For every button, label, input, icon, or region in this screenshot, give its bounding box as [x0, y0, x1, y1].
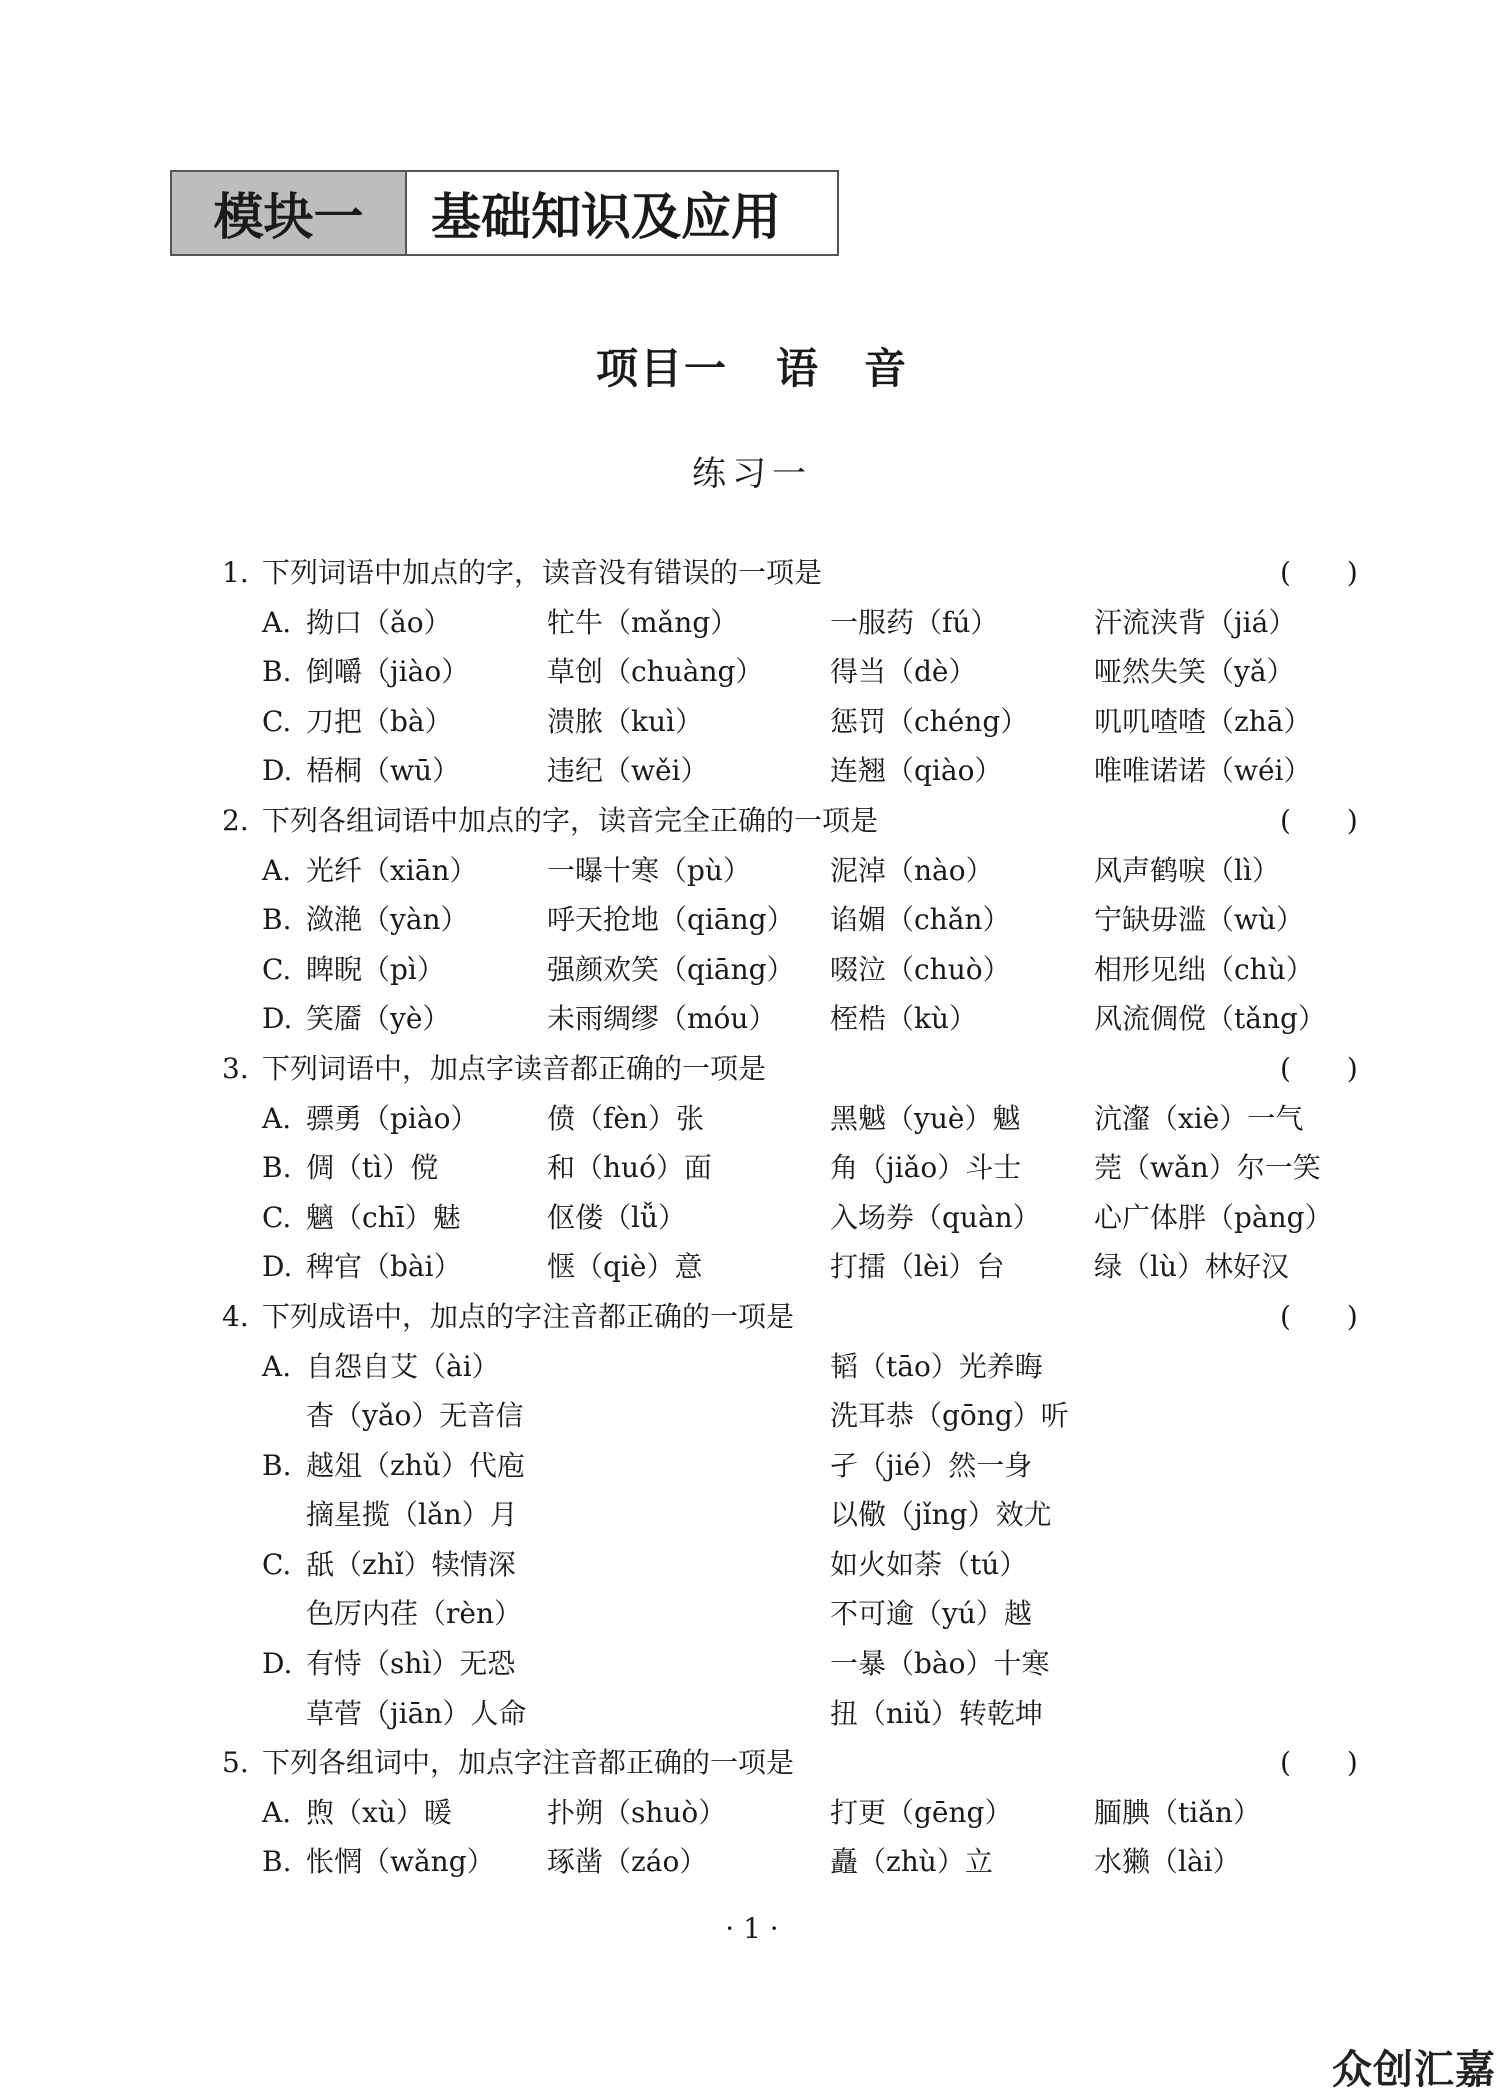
watermark-logo: 众创汇嘉	[1332, 2047, 1496, 2093]
option-item: 以儆（jǐng）效尤	[830, 1498, 1052, 1532]
question-number: 2.	[222, 803, 249, 837]
option-item: 魑（chī）魅	[306, 1200, 461, 1234]
exercise-title: 练习一	[692, 454, 812, 494]
option-row-continued	[222, 1689, 1372, 1739]
question-stem: 下列词语中，加点字读音都正确的一项是	[262, 1051, 767, 1085]
answer-blank: ( )	[1280, 803, 1358, 837]
option-item: 潋滟（yàn）	[306, 903, 469, 937]
option-row	[222, 1639, 1372, 1689]
option-row	[222, 1193, 1372, 1243]
option-item: 未雨绸缪（móu）	[547, 1002, 777, 1036]
option-letter: A.	[262, 853, 292, 887]
option-row	[222, 1094, 1372, 1144]
question-stem: 下列词语中加点的字，读音没有错误的一项是	[262, 556, 823, 589]
option-item: 风声鹤唳（lì）	[1094, 853, 1280, 887]
option-row-continued	[222, 1589, 1372, 1639]
option-row	[222, 1837, 1372, 1887]
option-item: 哑然失笑（yǎ）	[1094, 655, 1295, 689]
option-item: 越俎（zhǔ）代庖	[306, 1448, 525, 1482]
answer-blank: ( )	[1280, 556, 1358, 589]
option-item: 骠勇（piào）	[306, 1101, 479, 1135]
option-item: 腼腆（tiǎn）	[1094, 1795, 1261, 1829]
option-letter: D.	[262, 1250, 293, 1284]
option-row	[222, 994, 1372, 1044]
option-item: 桎梏（kù）	[830, 1002, 978, 1036]
module-header	[170, 170, 839, 256]
option-item: 倒嚼（jiào）	[306, 655, 470, 689]
option-item: 违纪（wěi）	[547, 754, 709, 788]
question-number: 3.	[222, 1051, 249, 1085]
option-letter: C.	[262, 704, 292, 738]
option-item: 草菅（jiān）人命	[306, 1696, 527, 1730]
option-item: 叽叽喳喳（zhā）	[1094, 704, 1312, 738]
option-row	[222, 1143, 1372, 1193]
question-number: 5.	[222, 1746, 249, 1780]
question-number: 4.	[222, 1299, 249, 1333]
module-title: 基础知识及应用	[407, 172, 837, 254]
option-item: 打更（gēng）	[830, 1795, 1013, 1829]
option-item: 草创（chuàng）	[547, 655, 764, 689]
option-letter: C.	[262, 952, 292, 986]
option-row	[222, 945, 1372, 995]
option-item: 拗口（ǎo）	[306, 605, 452, 639]
option-item: 舐（zhǐ）犊情深	[306, 1547, 516, 1581]
option-row-continued	[222, 1490, 1372, 1540]
option-row-continued	[222, 1391, 1372, 1441]
option-item: 琢凿（záo）	[547, 1845, 708, 1879]
answer-blank: ( )	[1280, 1746, 1358, 1780]
option-letter: C.	[262, 1200, 292, 1234]
option-item: 沆瀣（xiè）一气	[1094, 1101, 1304, 1135]
option-letter: A.	[262, 1349, 292, 1383]
option-item: 杳（yǎo）无音信	[306, 1399, 524, 1433]
option-item: 牤牛（mǎng）	[547, 605, 739, 639]
option-item: 心广体胖（pàng）	[1094, 1200, 1333, 1234]
option-item: 扑朔（shuò）	[547, 1795, 727, 1829]
option-item: 角（jiǎo）斗士	[830, 1151, 1022, 1185]
option-item: 和（huó）面	[547, 1151, 712, 1185]
option-item: 一服药（fú）	[830, 605, 999, 639]
option-item: 惩罚（chéng）	[830, 704, 1029, 738]
option-row	[222, 647, 1372, 697]
option-row	[222, 697, 1372, 747]
option-letter: C.	[262, 1547, 292, 1581]
option-item: 不可逾（yú）越	[830, 1597, 1032, 1631]
option-item: 绿（lù）林好汉	[1094, 1250, 1289, 1284]
option-item: 洗耳恭（gōng）听	[830, 1399, 1069, 1433]
option-item: 得当（dè）	[830, 655, 977, 689]
option-item: 伛偻（lǚ）	[547, 1200, 686, 1234]
option-item: 呼天抢地（qiāng）	[547, 903, 795, 937]
option-row	[222, 1342, 1372, 1392]
option-item: 煦（xù）暖	[306, 1795, 452, 1829]
module-label: 模块一	[172, 172, 407, 254]
option-row	[222, 1788, 1372, 1838]
question-number: 1.	[222, 556, 249, 589]
option-letter: B.	[262, 903, 292, 937]
option-item: 唯唯诺诺（wéi）	[1094, 754, 1312, 788]
option-letter: B.	[262, 1151, 292, 1185]
option-letter: B.	[262, 655, 292, 689]
option-letter: A.	[262, 605, 292, 639]
option-row	[222, 598, 1372, 648]
option-item: 强颜欢笑（qiāng）	[547, 952, 795, 986]
option-item: 笑靥（yè）	[306, 1002, 451, 1036]
option-item: 汗流浃背（jiá）	[1094, 605, 1297, 639]
option-item: 有恃（shì）无恐	[306, 1647, 516, 1681]
option-item: 一曝十寒（pù）	[547, 853, 751, 887]
option-item: 莞（wǎn）尔一笑	[1094, 1151, 1321, 1185]
option-row	[222, 1242, 1372, 1292]
option-item: 刀把（bà）	[306, 704, 453, 738]
answer-blank: ( )	[1280, 1299, 1358, 1333]
project-title-part2: 语 音	[776, 344, 909, 393]
question-stem: 下列成语中，加点的字注音都正确的一项是	[262, 1299, 795, 1333]
question-2-stem-row	[222, 796, 1372, 846]
option-item: 溃脓（kuì）	[547, 704, 703, 738]
question-stem: 下列各组词语中加点的字，读音完全正确的一项是	[262, 803, 879, 837]
option-letter: B.	[262, 1448, 292, 1482]
option-item: 一暴（bào）十寒	[830, 1647, 1050, 1681]
question-4-stem-row	[222, 1292, 1372, 1342]
question-list	[222, 548, 1372, 1887]
question-5-stem-row	[222, 1738, 1372, 1788]
option-item: 光纤（xiān）	[306, 853, 478, 887]
option-item: 宁缺毋滥（wù）	[1094, 903, 1305, 937]
option-row	[222, 746, 1372, 796]
project-title	[0, 336, 1504, 396]
option-item: 倜（tì）傥	[306, 1151, 439, 1185]
question-3-stem-row	[222, 1044, 1372, 1094]
option-item: 打擂（lèi）台	[830, 1250, 1005, 1284]
option-item: 连翘（qiào）	[830, 754, 1003, 788]
option-item: 矗（zhù）立	[830, 1845, 993, 1879]
answer-blank: ( )	[1280, 1051, 1358, 1085]
option-letter: A.	[262, 1795, 292, 1829]
option-item: 入场券（quàn）	[830, 1200, 1041, 1234]
option-item: 如火如荼（tú）	[830, 1547, 1028, 1581]
option-item: 风流倜傥（tǎng）	[1094, 1002, 1326, 1036]
option-item: 梧桐（wū）	[306, 754, 461, 788]
option-item: 睥睨（pì）	[306, 952, 445, 986]
option-item: 韬（tāo）光养晦	[830, 1349, 1043, 1383]
option-item: 泥淖（nào）	[830, 853, 994, 887]
option-item: 惬（qiè）意	[547, 1250, 703, 1284]
option-letter: D.	[262, 754, 293, 788]
option-letter: A.	[262, 1101, 292, 1135]
option-item: 怅惘（wǎng）	[306, 1845, 495, 1879]
option-item: 稗官（bài）	[306, 1250, 462, 1284]
option-item: 啜泣（chuò）	[830, 952, 1011, 986]
option-item: 色厉内荏（rèn）	[306, 1597, 522, 1631]
option-row	[222, 895, 1372, 945]
option-item: 谄媚（chǎn）	[830, 903, 1011, 937]
option-letter: D.	[262, 1002, 293, 1036]
option-row	[222, 1540, 1372, 1590]
option-item: 自怨自艾（ài）	[306, 1349, 500, 1383]
question-stem: 下列各组词中，加点字注音都正确的一项是	[262, 1746, 795, 1780]
option-item: 偾（fèn）张	[547, 1101, 704, 1135]
option-item: 摘星揽（lǎn）月	[306, 1498, 518, 1532]
option-letter: B.	[262, 1845, 292, 1879]
page-number: · 1 ·	[725, 1912, 779, 1945]
option-item: 相形见绌（chù）	[1094, 952, 1314, 986]
option-letter: D.	[262, 1647, 293, 1681]
option-item: 扭（niǔ）转乾坤	[830, 1696, 1044, 1730]
option-row	[222, 1441, 1372, 1491]
option-item: 水獭（lài）	[1094, 1845, 1241, 1879]
option-row	[222, 846, 1372, 896]
option-item: 黑魆（yuè）魆	[830, 1101, 1021, 1135]
option-item: 孑（jié）然一身	[830, 1448, 1033, 1482]
question-1-stem-row	[222, 548, 1372, 598]
project-title-part1: 项目一	[595, 344, 728, 393]
